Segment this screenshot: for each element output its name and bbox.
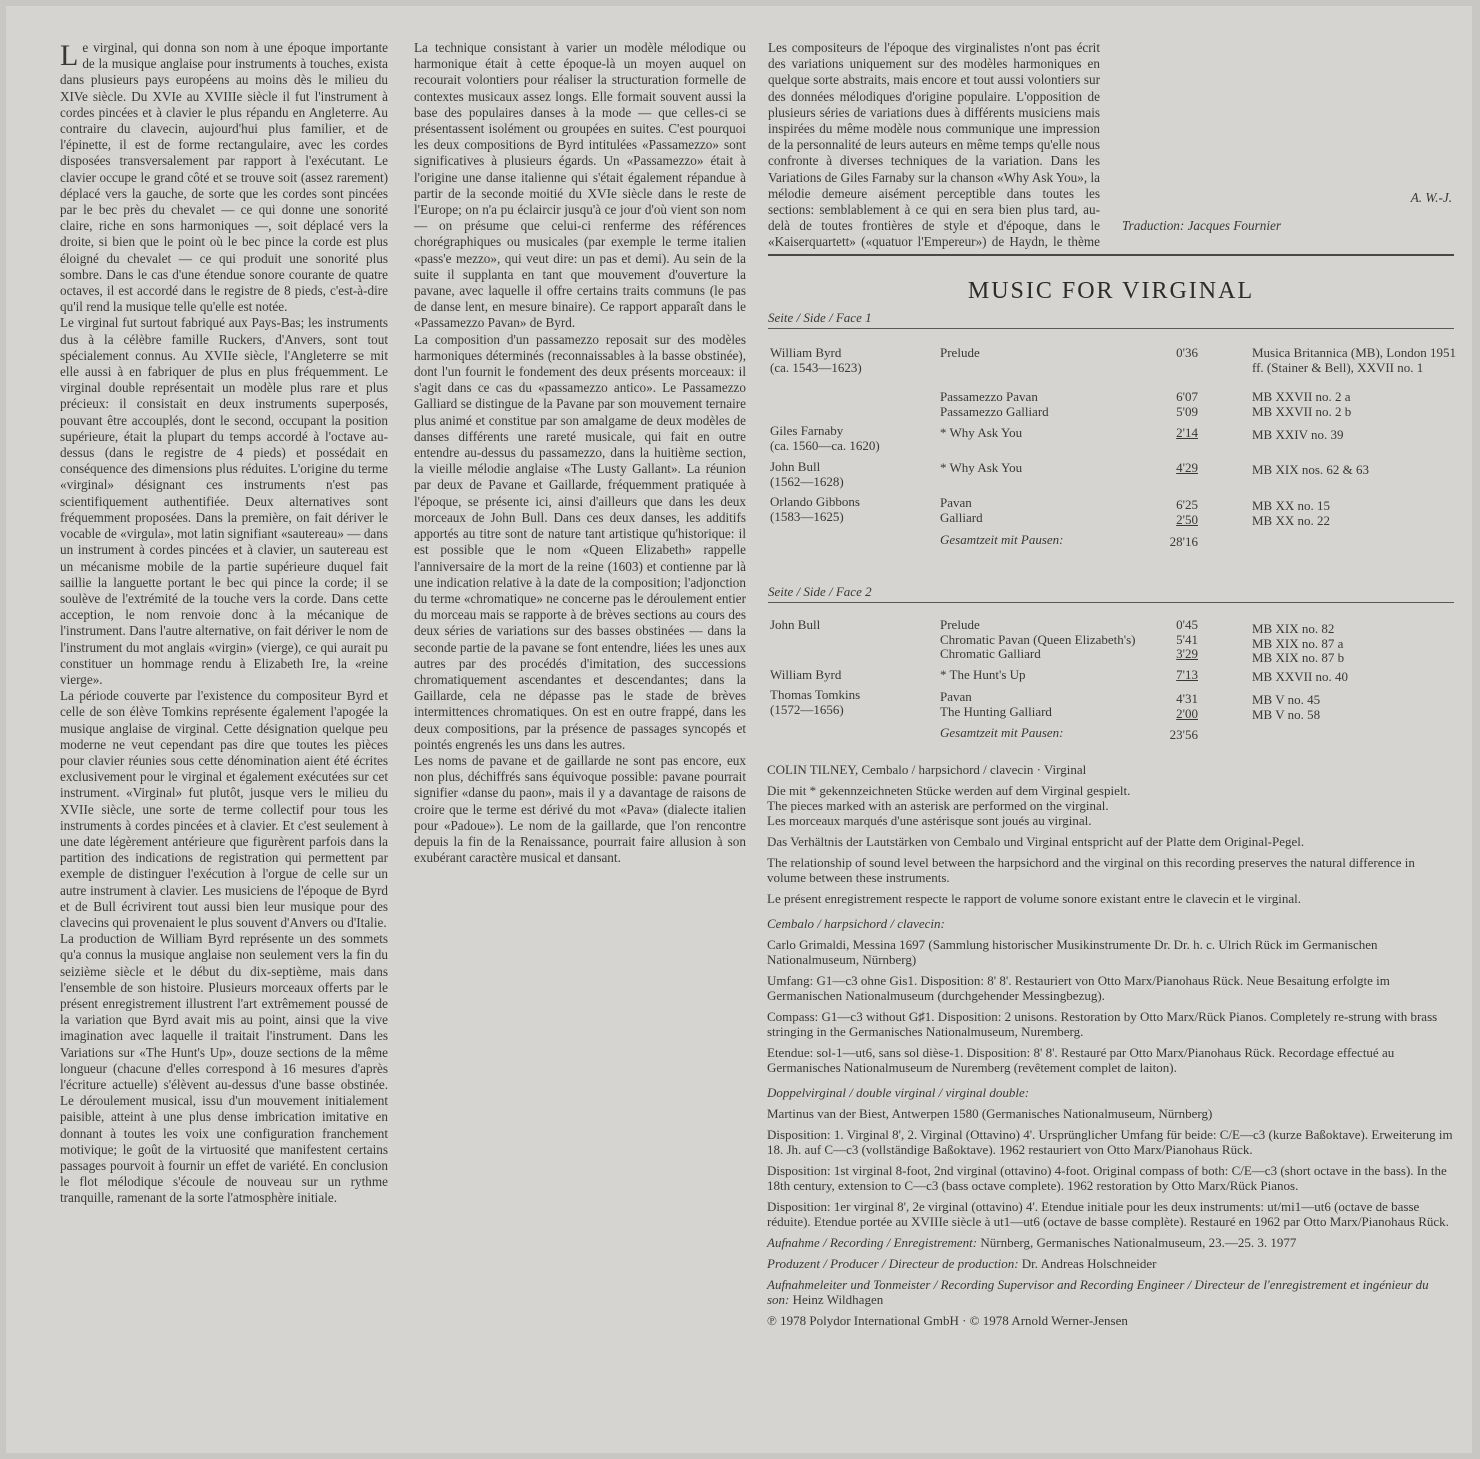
essay-paragraph-3: La période couverte par l'existence du compositeur Byrd et celle de son élève Tomkins représente également l'apogée la musique anglaise de virginal. Cette désignation quelque peu moderne ne veut cependant pas dire que toutes les pièces pour clavier réunies sous cette dénomination aient été écrites exclusivement pour le virginal et également exécutées sur cet instrument. «Virginal» fut plutôt, jusque vers le milieu du XVIIe siècle, une sorte de terme collectif pour tous les instruments à cordes pincées et à clavier. Et c'est seulement à une date légèrement antérieure que figurèrent parfois dans la partition des indications de registration qui permettent par exemple de distinguer l'exécution à l'orgue de celle sur un autre instrument à clavier. Les musiciens de l'époque de Byrd et de Bull écrivirent tout aussi bien leur musique pour des clavecins qui provenaient le plus souvent d'Anvers ou d'Italie. <box>60 688 388 930</box>
cembalo-spec-de: Umfang: G1—c3 ohne Gis1. Disposition: 8' 8'. Restauriert von Otto Marx/Pianohaus Rück. Neue Besaitung erfolgte im Germanischen Nationalmuseum (durchgehender Messingbezug). <box>767 973 1390 1003</box>
track-time: 6'07 5'09 <box>1176 389 1198 419</box>
track-time: 0'45 5'41 3'29 <box>1176 617 1198 661</box>
asterisk-note-de: Die mit * gekennzeichneten Stücke werden auf dem Virginal gespielt. <box>767 783 1131 798</box>
essay-paragraph-1: Le virginal, qui donna son nom à une époque importante de la musique anglaise pour instruments à touches, exista dans plusieurs pays européens au moins dès le milieu du XIVe siècle. Du XVIe au XVIIIe siècle il fut l'instrument à cordes pincées et à clavier le plus répandu en Angleterre. Au contraire du clavecin, aujourd'hui plus familier, et de l'épinette, il est de forme rectangulaire, avec les cordes disposées transversalement par rapport à l'exécutant. Le clavier occupe le grand côté et se trouve soit (assez rarement) déplacé vers la gauche, de sorte que les cordes sont pincées par le bec près du chevalet — ce qui donne une sonorité claire, riche en sons harmoniques —, soit déplacé vers la droite, si bien que le point où le bec pince la corde est plus éloigné du chevalet — ce qui produit une sonorité plus sombre. Dans le cas d'une étendue sonore courante de quatre octaves, il est accordé dans le registre de 8 pieds, c'est-à-dire qu'il rend la musique telle qu'elle est notée. <box>60 39 388 315</box>
composer-byrd: William Byrd <box>770 667 842 682</box>
cembalo-maker: Carlo Grimaldi, Messina 1697 (Sammlung historischer Musikinstrumente Dr. Dr. h. c. Ulrich Rück im Germanischen Nationalmuseum, Nürnberg) <box>767 937 1378 967</box>
producer-credit: Produzent / Producer / Directeur de production: Dr. Andreas Holschneider <box>767 1256 1157 1271</box>
track-reference: MB XIX nos. 62 & 63 <box>1252 462 1370 477</box>
program-title: MUSIC FOR VIRGINAL <box>967 278 1255 304</box>
composer-tomkins: Thomas Tomkins (1572—1656) <box>770 687 861 717</box>
composer-byrd: William Byrd (ca. 1543—1623) <box>770 345 862 375</box>
side-1-total-label: Gesamtzeit mit Pausen: <box>940 532 1064 547</box>
track-reference: MB V no. 45 MB V no. 58 <box>1252 692 1321 722</box>
composer-bull: John Bull <box>770 617 821 632</box>
track-reference: MB XXVII no. 2 a MB XXVII no. 2 b <box>1252 389 1352 419</box>
track-title: * The Hunt's Up <box>940 667 1026 682</box>
essay-paragraph-8: Les compositeurs de l'époque des virginalistes n'ont pas écrit des variations uniquement sur des modèles harmoniques en quelque sorte abstraits, mais encore et tout aussi volontiers sur des données mélodiques d'origine populaire. L'opposition de plusieurs séries de variations dues à différents musiciens mais inspirées du même modèle nous communique une impression de la personnalité de leurs auteurs en même temps qu'elle nous confronte à diverses techniques de la variation. Dans les Variations de Giles Farnaby sur la chanson «Why Ask You», la mélodie demeure aisément perceptible dans toutes les sections: semblablement à ce qui en sera bien plus tard, au-delà de toutes frontières de style et d'époque, dans le «Kaiserquartett» («quatuor l'Empereur») de Haydn, le thème <box>768 40 1100 250</box>
track-title: Passamezzo Pavan Passamezzo Galliard <box>940 389 1049 419</box>
track-title: Prelude Chromatic Pavan (Queen Elizabeth's) Chromatic Galliard <box>940 617 1136 661</box>
double-virginal-spec-en: Disposition: 1st virginal 8-foot, 2nd virginal (ottavino) 4-foot. Original compass of both: C/E—c3 (short octave in the bass). In the 18th century, extension to C—c3 (bass octave complete). 1962 restoration by Otto Marx/Rück Pianos. <box>767 1163 1447 1193</box>
copyright-line: ℗ 1978 Polydor International GmbH · © 1978 Arnold Werner-Jensen <box>767 1313 1128 1328</box>
side-1-header: Seite / Side / Face 1 <box>768 310 1454 329</box>
track-title: * Why Ask You <box>940 425 1023 440</box>
cembalo-spec-en: Compass: G1—c3 without G♯1. Disposition: 2 unisons. Restoration by Otto Marx/Rück Pianos. Completely re-strung with brass stringing in the Germanisches Nationalmuseum, Nuremberg. <box>767 1009 1438 1039</box>
cembalo-heading: Cembalo / harpsichord / clavecin: <box>767 916 945 931</box>
track-title: Pavan The Hunting Galliard <box>940 689 1052 719</box>
essay-paragraph-7: Les noms de pavane et de gaillarde ne sont pas encore, eux non plus, déchiffrés sans équivoque possible: pavane pourrait signifier «danse du paon», mais il y a davantage de raisons de croire que le terme est dérivé du mot «Pava» (dialecte italien pour «Padoue»). Le nom de la gaillarde, que l'on rencontre depuis la fin de la Renaissance, pourrait faire allusion à son exubérant caractère musical et dansant. <box>414 752 746 866</box>
track-time: 2'14 <box>1176 425 1198 440</box>
drop-cap: L <box>60 39 79 72</box>
translation-credit: Traduction: Jacques Fournier <box>1122 218 1281 234</box>
engineer-credit: Aufnahmeleiter und Tonmeister / Recording Supervisor and Recording Engineer / Directeur de l'enregistrement et ingénieur du son: Heinz Wildhagen <box>767 1277 1429 1307</box>
asterisk-note-fr: Les morceaux marqués d'une astérisque sont joués au virginal. <box>767 813 1092 828</box>
essay-paragraph-2: Le virginal fut surtout fabriqué aux Pays-Bas; les instruments dus à la célèbre famille Ruckers, d'Anvers, sont tout spécialement connus. Au XVIIe siècle, l'Angleterre se mit elle aussi à en fabriquer de plus en plus fréquemment. Le virginal double représentait un modèle plus rare et plus précieux: il consistait en deux instruments superposés, pouvant être accouplés, dont le second, occupant la position supérieure, était la plupart du temps accordé à l'octave au-dessus (dans le registre de 4 pieds) et possédait en conséquence des dimensions plus réduites. L'origine du terme «virginal» désignant ces instruments n'est pas scientifiquement authentifiée. Deux alternatives sont fréquemment proposées. Dans la première, on fait dériver le vocable de «virgula», mot latin signifiant «sautereau» — dans un instrument à cordes pincées et à clavier, un sautereau est un mécanisme mobile de la partie supérieure duquel fait saillie la languette portant le bec qui pince la corde; il se soulève de l'extrémité de la touche vers la corde. Dans cette acception, le nom renvoie donc à la mécanique de l'instrument. Dans l'autre alternative, on fait dériver le nom de l'instrument du mot anglais «virgin» (vierge), ce qui aurait pu constituer un hommage rendu à Elizabeth Ire, la «reine vierge». <box>60 315 388 687</box>
track-time: 4'31 2'00 <box>1176 691 1198 721</box>
essay-column-3 <box>768 40 1100 250</box>
track-title: Prelude <box>940 345 980 360</box>
composer-bull: John Bull (1562—1628) <box>770 459 844 489</box>
double-virginal-maker: Martinus van der Biest, Antwerpen 1580 (Germanisches Nationalmuseum, Nürnberg) <box>767 1106 1213 1121</box>
double-virginal-spec-fr: Disposition: 1er virginal 8', 2e virginal (ottavino) 4'. Etendue initiale pour les deux instruments: ut/mi1—ut6 (octave de basse réduite). Etendue portée au XVIIIe siècle à ut1—ut6 (octave de basse complète). Restauré en 1962 par Otto Marx/Pianohaus Rück. <box>767 1199 1449 1229</box>
cembalo-spec-fr: Etendue: sol-1—ut6, sans sol dièse-1. Disposition: 8' 8'. Restauré par Otto Marx/Pianohaus Rück. Recordage effectué au Germanisches Nationalmuseum de Nuremberg (revêtement complet de laiton). <box>767 1045 1395 1075</box>
author-signature: A. W.-J. <box>1410 190 1452 205</box>
level-note-fr: Le présent enregistrement respecte le rapport de volume sonore existant entre le clavecin et le virginal. <box>767 891 1301 906</box>
essay-paragraph-5: La technique consistant à varier un modèle mélodique ou harmonique était à cette époque-là un moyen auquel on recourait volontiers pour réaliser la structuration formelle de contextes musicaux assez longs. Elle formait souvent aussi la base des populaires danses à la mode — que celles-ci se présentassent isolément ou groupées en suites. C'est pourquoi les deux compositions de Byrd intitulées «Passamezzo» sont significatives à plusieurs égards. Un «Passamezzo» était à l'origine une danse italienne qui s'était également répandue à partir de la seconde moitié du XVIe siècle dans le reste de l'Europe; on n'a pu éclaircir jusqu'à ce jour d'où vient son nom — on présume que celui-ci renferme des références chorégraphiques ou musicales (par exemple le terme italien «pass'e mezzo», qui veut dire: un pas et demi). Au sein de la suite il supplanta en tant que mouvement d'ouverture la pavane, avec laquelle il offre certains traits communs (le pas de danse lent, en mesure binaire). Ce rapport apparaît dans le «Passamezzo Pavan» de Byrd. <box>414 40 746 331</box>
track-reference: Musica Britannica (MB), London 1951 ff. (Stainer & Bell), XXVII no. 1 <box>1252 345 1456 375</box>
track-reference: MB XXVII no. 40 <box>1252 669 1349 684</box>
track-time: 7'13 <box>1176 667 1198 682</box>
double-virginal-spec-de: Disposition: 1. Virginal 8', 2. Virginal (Ottavino) 4'. Ursprünglicher Umfang für beide: C/E—c3 (kurze Baßoktave). Erweiterung im 18. Jh. auf C—c3 (vollständige Baßoktave). 1962 restauriert von Otto Marx/Pianohaus Rück. <box>767 1127 1453 1157</box>
track-time: 6'25 2'50 <box>1176 497 1198 527</box>
side-2-header: Seite / Side / Face 2 <box>768 584 1454 603</box>
track-reference: MB XX no. 15 MB XX no. 22 <box>1252 498 1331 528</box>
asterisk-note-en: The pieces marked with an asterisk are performed on the virginal. <box>767 798 1109 813</box>
composer-gibbons: Orlando Gibbons (1583—1625) <box>770 494 860 524</box>
section-rule <box>768 254 1454 256</box>
side-2-total: 23'56 <box>1169 727 1198 742</box>
composer-farnaby: Giles Farnaby (ca. 1560—ca. 1620) <box>770 423 880 453</box>
performer-credit: COLIN TILNEY, Cembalo / harpsichord / clavecin · Virginal <box>767 762 1087 777</box>
side-2-total-label: Gesamtzeit mit Pausen: <box>940 725 1064 740</box>
essay-column-1 <box>60 40 388 1207</box>
essay-column-2 <box>414 40 746 866</box>
recording-credit: Aufnahme / Recording / Enregistrement: Nürnberg, Germanisches Nationalmuseum, 23.—25. 3. 1977 <box>767 1235 1297 1250</box>
essay-paragraph-6: La composition d'un passamezzo reposait sur des modèles harmoniques déterminés (reconnaissables à la basse obstinée), dont l'un fournit le fondement des deux présents morceaux: il s'agit dans ce cas du «passamezzo antico». Le Passamezzo Galliard se distingue de la Pavane par son mouvement ternaire plus animé et constitue par son amalgame de deux modèles de danses différents une rareté musicale, qui fait en outre entendre au-dessus du passamezzo, dans la huitième section, la vieille mélodie anglaise «The Lusty Gallant». La réunion par deux de Pavane et Gaillarde, fréquemment pratiquée à l'époque, se présente ici, ainsi d'ailleurs que dans les deux morceaux de John Bull. Dans ces deux danses, les additifs apportés au titre sont de nature tant artistique qu'historique: il est possible que le nom «Queen Elizabeth» rappelle l'anniversaire de la mort de la reine (1603) et contienne par là une indication relative à la date de la composition; l'adjonction du terme «chromatique» ne concerne pas le déroulement entier du morceau mais se rapporte à de brèves sections au cours des deux séries de variations sur des basses obstinées — dans la seconde partie de la pavane se font entendre, liées les unes aux autres par des procédés d'imitation, des successions chromatiquement ascendantes et descendantes; dans la Gaillarde, cela ne dépasse pas le stade de brèves intermittences chromatiques. On est en outre frappé, dans les deux compositions, par la présence de passages syncopés et pointés engrenés les uns dans les autres. <box>414 331 746 752</box>
level-note-en: The relationship of sound level between the harpsichord and the virginal on this recording preserves the natural difference in volume between these instruments. <box>767 855 1415 885</box>
double-virginal-heading: Doppelvirginal / double virginal / virginal double: <box>767 1085 1030 1100</box>
track-reference: MB XXIV no. 39 <box>1252 427 1344 442</box>
level-note-de: Das Verhältnis der Lautstärken von Cembalo und Virginal entspricht auf der Platte dem Original-Pegel. <box>767 834 1305 849</box>
recording-notes <box>767 762 1453 1334</box>
track-title: * Why Ask You <box>940 460 1023 475</box>
track-time: 4'29 <box>1176 460 1198 475</box>
essay-column-4 <box>1122 40 1452 234</box>
side-1-total: 28'16 <box>1169 534 1198 549</box>
track-reference: MB XIX no. 82 MB XIX no. 87 a MB XIX no. 87 b <box>1252 621 1345 665</box>
track-time: 0'36 <box>1176 345 1198 360</box>
essay-paragraph-4: La production de William Byrd représente un des sommets qu'a connus la musique anglaise non seulement vers la fin du seizième siècle et le début du dix-septième, mais dans l'ensemble de son histoire. Plusieurs morceaux offerts par le présent enregistrement illustrent l'art extrêmement poussé de la variation que Byrd avait mis au point, ainsi que la vive imagination avec laquelle il traitait l'instrument. Dans les Variations sur «The Hunt's Up», douze sections de la même longueur (chacune d'elles correspond à 16 mesures d'après l'écriture actuelle) s'élèvent au-dessus d'une basse obstinée. Le déroulement musical, issu d'un mouvement initialement paisible, atteint à une plus dense imbrication imitative en donnant à toutes les voix une configuration franchement motivique; le goût de la virtuosité que manifestent certains passages pourvoit à fournir un effet de variété. En conclusion le flot mélodique s'écoule de nouveau sur un rythme tranquille, ramenant de la sorte l'atmosphère initiale. <box>60 931 388 1206</box>
track-title: Pavan Galliard <box>940 495 983 525</box>
